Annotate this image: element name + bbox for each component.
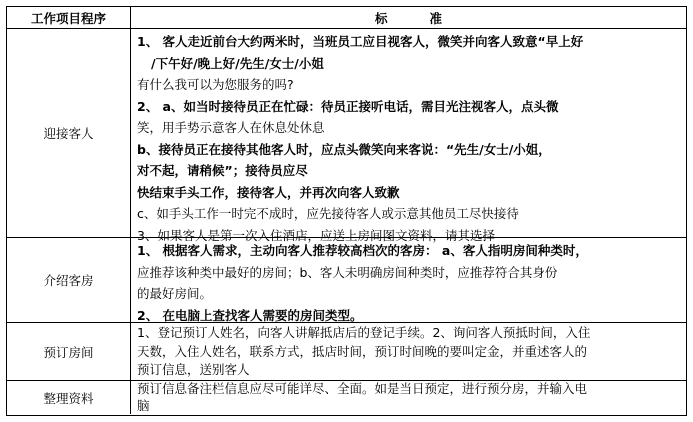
text-line: /下午好/晚上好/先生/女士/小姐 [151,55,324,71]
text-line: b、接待员正在接待其他客人时，应点头微笑向来客说：“先生/女士/小姐， [137,141,551,157]
table-row [7,237,686,322]
row-content-rooms [131,238,686,322]
header-standard: 标准 [374,10,484,26]
row-label-rooms: 介绍客房 [7,238,131,322]
table-row [7,322,686,380]
text-line: 1、 根据客人需求，主动向客人推荐较高档次的客房： a、客人指明房间种类时， [137,243,588,258]
text-line: 2、 a、如当时接待员正在忙碌：待员正接听电话，需目光注视客人，点头微 [137,98,559,114]
text-line: 预订信息，送别客人 [137,362,250,377]
text-line: 笑，用手势示意客人在休息处休息 [137,120,325,135]
standards-table [6,6,687,416]
text-line: 1、登记预订人姓名，向客人讲解抵店后的登记手续。2、询问客人预抵时间，入住 [137,325,591,340]
row-label-booking: 预订房间 [7,323,131,380]
row-label-greet: 迎接客人 [7,29,131,237]
text-line: 应推荐该种类中最好的房间；b、客人未明确房间种类时，应推荐符合其身份 [137,264,558,280]
text-line: 3、如果客人是第一次入住酒店，应送上房间图文资料，请其选择 [137,227,495,243]
text-line: 天数，入住人姓名，联系方式，抵店时间，预订时间晚的要叫定金，并重述客人的 [137,343,588,359]
row-content-booking [131,323,686,380]
table-header [7,7,686,28]
row-content-records [131,381,686,414]
table-row [7,380,686,414]
text-line: 预订信息备注栏信息应尽可能详尽、全面。如是当日预定，进行预分房，并输入电 [137,381,588,396]
text-line: 2、 在电脑上查找客人需要的房间类型。 [137,307,363,323]
text-line: 1、 客人走近前台大约两米时，当班员工应目视客人，微笑并向客人致意“早上好 [137,34,584,49]
row-content-greet [131,29,686,243]
text-line: 快结束手头工作，接待客人，并再次向客人致歉 [137,184,400,200]
text-line: 有什么我可以为您服务的吗? [137,77,294,92]
row-label-records: 整理资料 [7,381,131,414]
text-line: 脑 [137,397,150,413]
text-line: 的最好房间。 [137,286,213,301]
text-line: c、如手头工作一时完不成时，应先接待客人或示意其他员工尽快接待 [137,206,519,221]
table-row [7,28,686,243]
text-line: 对不起，请稍候”；接待员应尽 [137,163,308,178]
header-procedure: 工作项目程序 [7,7,131,28]
